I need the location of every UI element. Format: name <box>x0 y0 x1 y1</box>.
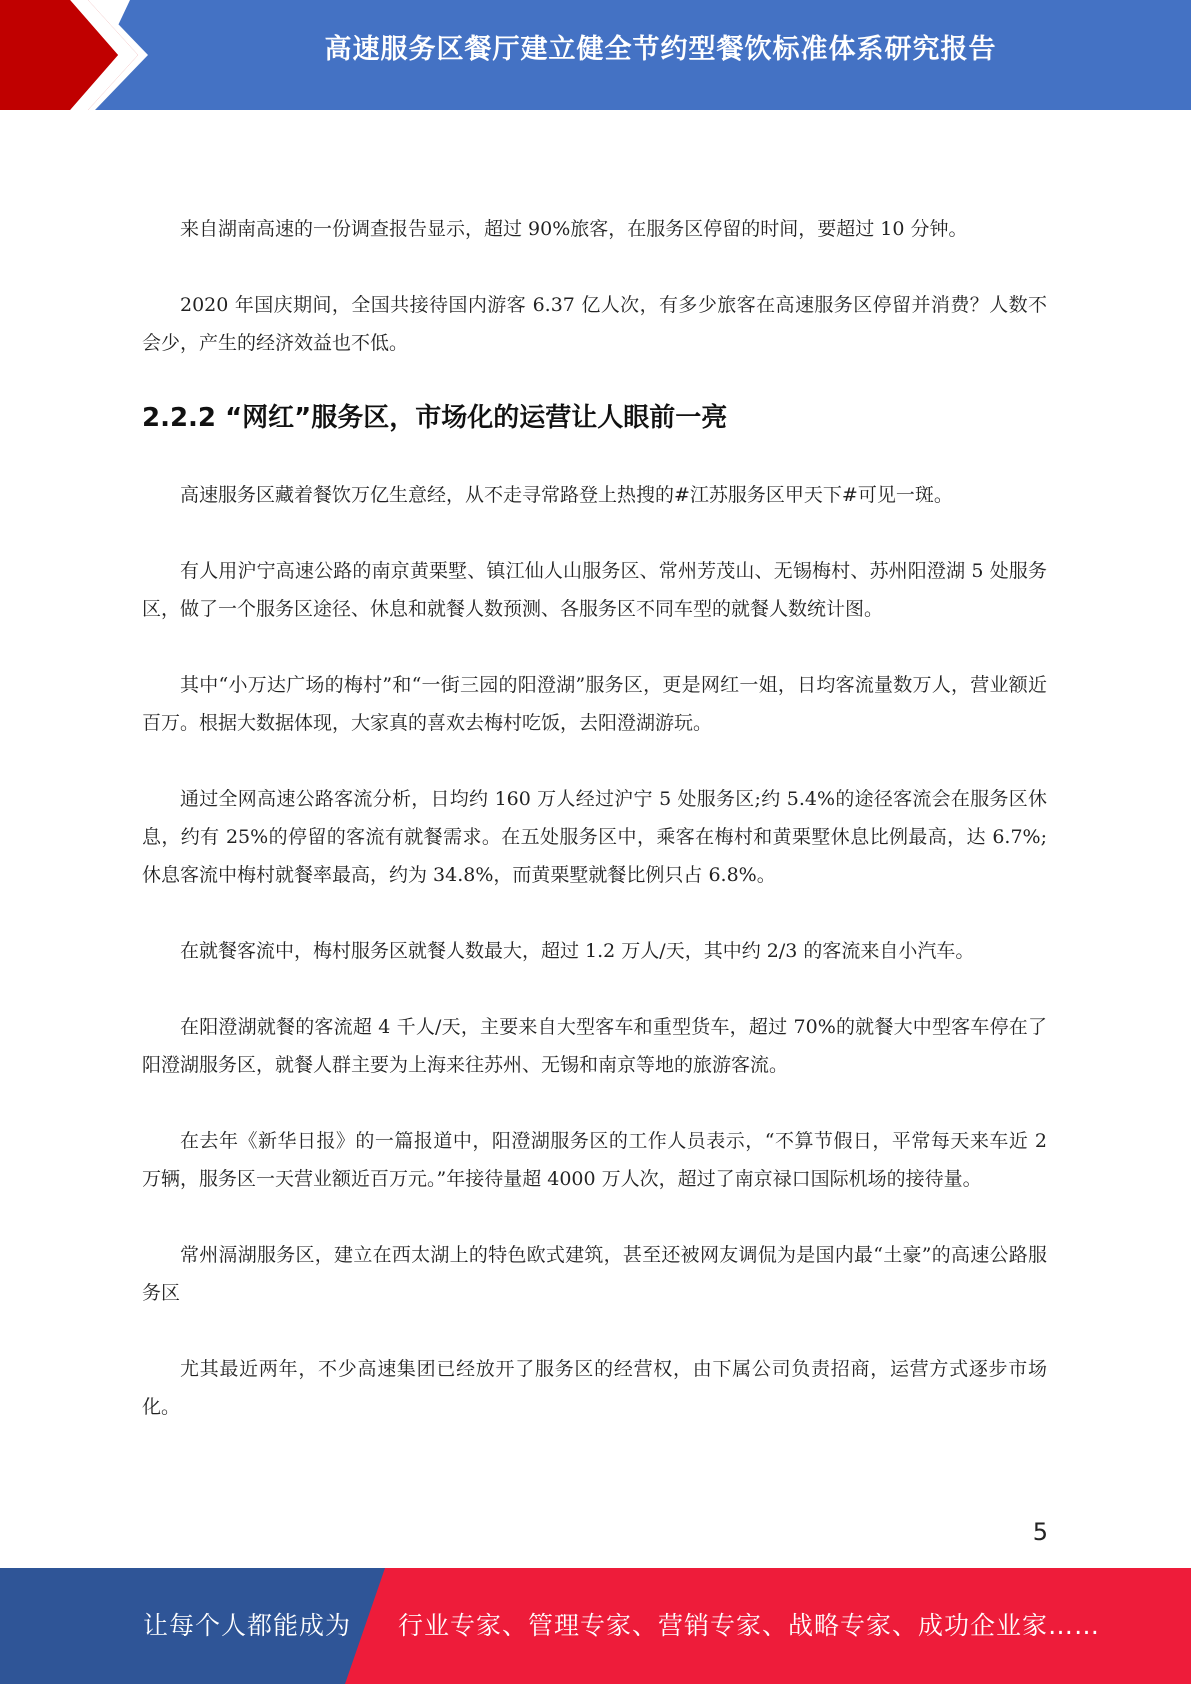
paragraph: 有人用沪宁高速公路的南京黄栗墅、镇江仙人山服务区、常州芳茂山、无锡梅村、苏州阳澄湖 5 处服务区，做了一个服务区途径、休息和就餐人数预测、各服务区不同车型的就餐人数统计图。 <box>142 560 1047 620</box>
paragraph: 其中“小万达广场的梅村”和“一街三园的阳澄湖”服务区，更是网红一姐，日均客流量数万人，营业额近百万。根据大数据体现，大家真的喜欢去梅村吃饭，去阳澄湖游玩。 <box>142 674 1047 734</box>
section-heading: 2.2.2 “网红”服务区，市场化的运营让人眼前一亮 <box>142 403 728 433</box>
paragraph: 高速服务区藏着餐饮万亿生意经，从不走寻常路登上热搜的#江苏服务区甲天下#可见一斑。 <box>180 484 953 506</box>
paragraph: 在阳澄湖就餐的客流超 4 千人/天，主要来自大型客车和重型货车，超过 70%的就餐大中型客车停在了阳澄湖服务区，就餐人群主要为上海来往苏州、无锡和南京等地的旅游客流。 <box>142 1016 1047 1076</box>
header-title: 高速服务区餐厅建立健全节约型餐饮标准体系研究报告 <box>324 34 997 65</box>
page-footer <box>0 1568 1191 1684</box>
paragraph: 在就餐客流中，梅村服务区就餐人数最大，超过 1.2 万人/天，其中约 2/3 的客流来自小汽车。 <box>180 940 975 962</box>
paragraph: 2020 年国庆期间，全国共接待国内游客 6.37 亿人次，有多少旅客在高速服务区停留并消费？人数不会少，产生的经济效益也不低。 <box>142 294 1047 354</box>
paragraph: 来自湖南高速的一份调查报告显示，超过 90%旅客，在服务区停留的时间，要超过 10 分钟。 <box>180 218 968 240</box>
paragraph: 尤其最近两年，不少高速集团已经放开了服务区的经营权，由下属公司负责招商，运营方式逐步市场化。 <box>142 1358 1047 1418</box>
paragraph: 通过全网高速公路客流分析，日均约 160 万人经过沪宁 5 处服务区;约 5.4%的途径客流会在服务区休息，约有 25%的停留的客流有就餐需求。在五处服务区中，乘客在梅村和黄栗墅休息比例最高，达 6.7%;休息客流中梅村就餐率最高，约为 34.8%，而黄栗墅就餐比例只占 6.8%。 <box>142 788 1047 886</box>
footer-slogan-left: 让每个人都能成为 <box>143 1611 352 1640</box>
paragraph: 在去年《新华日报》的一篇报道中，阳澄湖服务区的工作人员表示，“不算节假日，平常每天来车近 2 万辆，服务区一天营业额近百万元。”年接待量超 4000 万人次，超过了南京禄口国际机场的接待量。 <box>142 1130 1047 1190</box>
page-header <box>0 0 1191 110</box>
document-body <box>142 210 1047 1464</box>
footer-slogan-right: 行业专家、管理专家、营销专家、战略专家、成功企业家…… <box>398 1611 1101 1640</box>
paragraph: 常州滆湖服务区，建立在西太湖上的特色欧式建筑，甚至还被网友调侃为是国内最“土豪”的高速公路服务区 <box>142 1244 1047 1304</box>
page-number: 5 <box>1032 1518 1048 1546</box>
